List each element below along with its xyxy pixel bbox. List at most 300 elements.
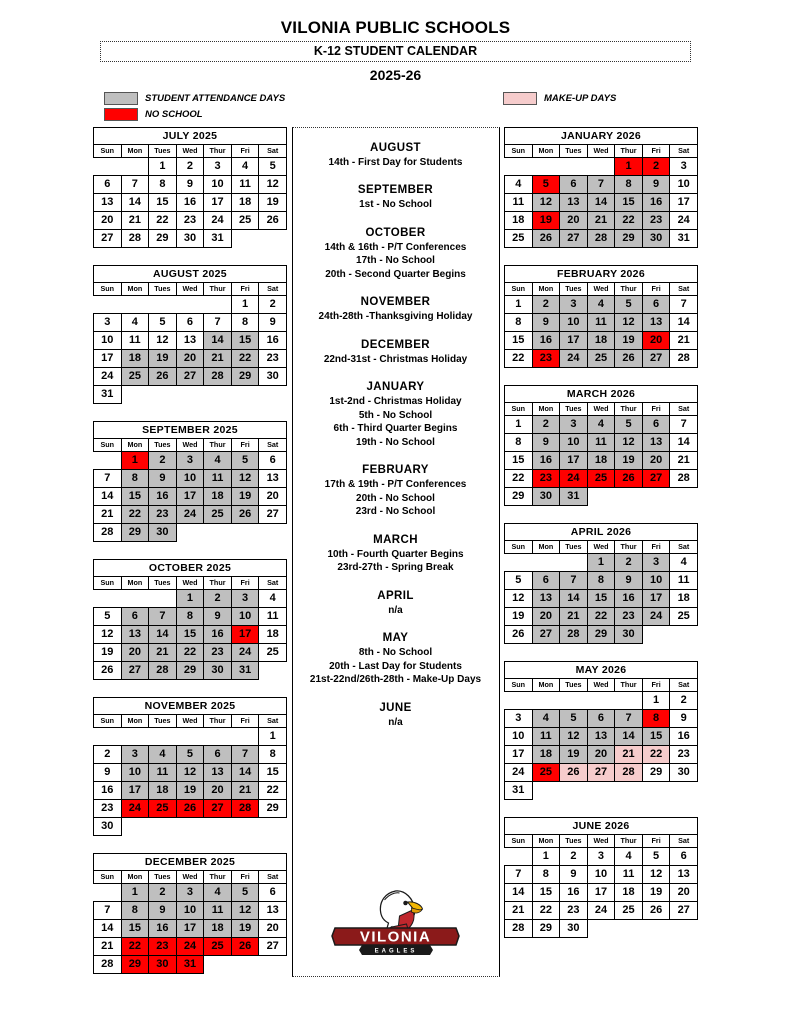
day-cell[interactable]: 8: [505, 433, 533, 451]
day-cell[interactable]: 10: [587, 865, 615, 883]
day-cell[interactable]: 18: [231, 193, 259, 211]
day-cell[interactable]: 8: [615, 175, 643, 193]
day-cell[interactable]: 2: [94, 745, 122, 763]
day-cell[interactable]: 18: [204, 487, 232, 505]
day-cell[interactable]: 12: [642, 865, 670, 883]
day-cell[interactable]: 18: [121, 349, 149, 367]
day-cell[interactable]: 5: [615, 415, 643, 433]
day-cell[interactable]: 14: [94, 487, 122, 505]
day-cell[interactable]: 22: [505, 469, 533, 487]
day-cell[interactable]: 16: [94, 781, 122, 799]
day-cell[interactable]: 16: [615, 589, 643, 607]
day-cell[interactable]: 21: [94, 937, 122, 955]
day-cell[interactable]: 6: [94, 175, 122, 193]
day-cell[interactable]: 28: [149, 661, 177, 679]
day-cell[interactable]: 26: [231, 937, 259, 955]
day-cell[interactable]: 23: [176, 211, 204, 229]
day-cell[interactable]: 20: [94, 211, 122, 229]
day-cell[interactable]: 27: [642, 349, 670, 367]
day-cell[interactable]: 20: [176, 349, 204, 367]
day-cell[interactable]: 7: [560, 571, 588, 589]
day-cell[interactable]: 12: [231, 901, 259, 919]
day-cell[interactable]: 28: [587, 229, 615, 247]
day-cell[interactable]: 18: [532, 745, 560, 763]
day-cell[interactable]: 3: [231, 589, 259, 607]
day-cell[interactable]: 17: [505, 745, 533, 763]
day-cell[interactable]: 17: [176, 919, 204, 937]
day-cell[interactable]: 8: [121, 469, 149, 487]
day-cell[interactable]: 26: [176, 799, 204, 817]
day-cell[interactable]: 25: [204, 937, 232, 955]
day-cell[interactable]: 1: [505, 415, 533, 433]
day-cell[interactable]: 6: [560, 175, 588, 193]
day-cell[interactable]: 22: [121, 937, 149, 955]
day-cell[interactable]: 16: [176, 193, 204, 211]
day-cell[interactable]: 25: [231, 211, 259, 229]
day-cell[interactable]: 25: [121, 367, 149, 385]
day-cell[interactable]: 29: [505, 487, 533, 505]
day-cell[interactable]: 29: [149, 229, 177, 247]
day-cell[interactable]: 4: [532, 709, 560, 727]
day-cell[interactable]: 5: [94, 607, 122, 625]
day-cell[interactable]: 18: [670, 589, 698, 607]
day-cell[interactable]: 11: [121, 331, 149, 349]
day-cell[interactable]: 27: [642, 469, 670, 487]
day-cell[interactable]: 19: [176, 781, 204, 799]
day-cell[interactable]: 6: [587, 709, 615, 727]
day-cell[interactable]: 20: [642, 451, 670, 469]
day-cell[interactable]: 10: [176, 901, 204, 919]
day-cell[interactable]: 3: [670, 157, 698, 175]
day-cell[interactable]: 13: [259, 901, 287, 919]
day-cell[interactable]: 2: [532, 295, 560, 313]
day-cell[interactable]: 24: [204, 211, 232, 229]
day-cell[interactable]: 7: [149, 607, 177, 625]
day-cell[interactable]: 26: [532, 229, 560, 247]
day-cell[interactable]: 7: [587, 175, 615, 193]
day-cell[interactable]: 29: [121, 955, 149, 973]
day-cell[interactable]: 7: [94, 901, 122, 919]
day-cell[interactable]: 1: [121, 451, 149, 469]
day-cell[interactable]: 3: [176, 451, 204, 469]
day-cell[interactable]: 17: [560, 451, 588, 469]
day-cell[interactable]: 21: [670, 331, 698, 349]
day-cell[interactable]: 24: [505, 763, 533, 781]
day-cell[interactable]: 20: [587, 745, 615, 763]
day-cell[interactable]: 21: [204, 349, 232, 367]
day-cell[interactable]: 11: [204, 469, 232, 487]
day-cell[interactable]: 2: [642, 157, 670, 175]
day-cell[interactable]: 28: [94, 523, 122, 541]
day-cell[interactable]: 23: [94, 799, 122, 817]
day-cell[interactable]: 2: [259, 295, 287, 313]
day-cell[interactable]: 15: [505, 451, 533, 469]
day-cell[interactable]: 22: [121, 505, 149, 523]
day-cell[interactable]: 21: [94, 505, 122, 523]
day-cell[interactable]: 9: [94, 763, 122, 781]
day-cell[interactable]: 19: [94, 643, 122, 661]
day-cell[interactable]: 16: [532, 451, 560, 469]
day-cell[interactable]: 8: [121, 901, 149, 919]
day-cell[interactable]: 19: [532, 211, 560, 229]
day-cell[interactable]: 27: [532, 625, 560, 643]
day-cell[interactable]: 24: [560, 469, 588, 487]
day-cell[interactable]: 16: [642, 193, 670, 211]
day-cell[interactable]: 18: [505, 211, 533, 229]
day-cell[interactable]: 21: [121, 211, 149, 229]
day-cell[interactable]: 11: [615, 865, 643, 883]
day-cell[interactable]: 8: [176, 607, 204, 625]
day-cell[interactable]: 14: [505, 883, 533, 901]
day-cell[interactable]: 29: [532, 919, 560, 937]
day-cell[interactable]: 24: [587, 901, 615, 919]
day-cell[interactable]: 30: [642, 229, 670, 247]
day-cell[interactable]: 11: [587, 313, 615, 331]
day-cell[interactable]: 24: [560, 349, 588, 367]
day-cell[interactable]: 19: [231, 487, 259, 505]
day-cell[interactable]: 1: [259, 727, 287, 745]
day-cell[interactable]: 7: [505, 865, 533, 883]
day-cell[interactable]: 9: [642, 175, 670, 193]
day-cell[interactable]: 13: [121, 625, 149, 643]
day-cell[interactable]: 23: [149, 505, 177, 523]
day-cell[interactable]: 7: [94, 469, 122, 487]
day-cell[interactable]: 1: [642, 691, 670, 709]
day-cell[interactable]: 1: [121, 883, 149, 901]
day-cell[interactable]: 26: [149, 367, 177, 385]
day-cell[interactable]: 16: [149, 919, 177, 937]
day-cell[interactable]: 14: [121, 193, 149, 211]
day-cell[interactable]: 21: [670, 451, 698, 469]
day-cell[interactable]: 12: [231, 469, 259, 487]
day-cell[interactable]: 18: [587, 331, 615, 349]
day-cell[interactable]: 27: [587, 763, 615, 781]
day-cell[interactable]: 6: [259, 883, 287, 901]
day-cell[interactable]: 5: [560, 709, 588, 727]
day-cell[interactable]: 29: [176, 661, 204, 679]
day-cell[interactable]: 26: [259, 211, 287, 229]
day-cell[interactable]: 24: [94, 367, 122, 385]
day-cell[interactable]: 11: [204, 901, 232, 919]
day-cell[interactable]: 1: [176, 589, 204, 607]
day-cell[interactable]: 1: [149, 157, 177, 175]
day-cell[interactable]: 20: [259, 919, 287, 937]
day-cell[interactable]: 18: [259, 625, 287, 643]
day-cell[interactable]: 21: [505, 901, 533, 919]
day-cell[interactable]: 19: [560, 745, 588, 763]
day-cell[interactable]: 17: [176, 487, 204, 505]
day-cell[interactable]: 5: [615, 295, 643, 313]
day-cell[interactable]: 11: [231, 175, 259, 193]
day-cell[interactable]: 8: [259, 745, 287, 763]
day-cell[interactable]: 11: [259, 607, 287, 625]
day-cell[interactable]: 28: [670, 349, 698, 367]
day-cell[interactable]: 26: [615, 469, 643, 487]
day-cell[interactable]: 4: [204, 883, 232, 901]
day-cell[interactable]: 28: [615, 763, 643, 781]
day-cell[interactable]: 24: [121, 799, 149, 817]
day-cell[interactable]: 27: [670, 901, 698, 919]
day-cell[interactable]: 8: [587, 571, 615, 589]
day-cell[interactable]: 12: [532, 193, 560, 211]
day-cell[interactable]: 23: [642, 211, 670, 229]
day-cell[interactable]: 4: [121, 313, 149, 331]
day-cell[interactable]: 28: [560, 625, 588, 643]
day-cell[interactable]: 1: [505, 295, 533, 313]
day-cell[interactable]: 30: [204, 661, 232, 679]
day-cell[interactable]: 30: [532, 487, 560, 505]
day-cell[interactable]: 3: [560, 295, 588, 313]
day-cell[interactable]: 28: [94, 955, 122, 973]
day-cell[interactable]: 19: [259, 193, 287, 211]
day-cell[interactable]: 6: [259, 451, 287, 469]
day-cell[interactable]: 7: [670, 295, 698, 313]
day-cell[interactable]: 17: [670, 193, 698, 211]
day-cell[interactable]: 12: [615, 433, 643, 451]
day-cell[interactable]: 10: [560, 433, 588, 451]
day-cell[interactable]: 22: [642, 745, 670, 763]
day-cell[interactable]: 21: [615, 745, 643, 763]
day-cell[interactable]: 24: [176, 505, 204, 523]
day-cell[interactable]: 16: [560, 883, 588, 901]
day-cell[interactable]: 26: [642, 901, 670, 919]
day-cell[interactable]: 21: [149, 643, 177, 661]
day-cell[interactable]: 29: [642, 763, 670, 781]
day-cell[interactable]: 18: [587, 451, 615, 469]
day-cell[interactable]: 27: [176, 367, 204, 385]
day-cell[interactable]: 14: [670, 313, 698, 331]
day-cell[interactable]: 15: [587, 589, 615, 607]
day-cell[interactable]: 20: [670, 883, 698, 901]
day-cell[interactable]: 21: [560, 607, 588, 625]
day-cell[interactable]: 22: [505, 349, 533, 367]
day-cell[interactable]: 18: [149, 781, 177, 799]
day-cell[interactable]: 8: [642, 709, 670, 727]
day-cell[interactable]: 31: [94, 385, 122, 403]
day-cell[interactable]: 23: [259, 349, 287, 367]
day-cell[interactable]: 5: [259, 157, 287, 175]
day-cell[interactable]: 29: [231, 367, 259, 385]
day-cell[interactable]: 13: [670, 865, 698, 883]
day-cell[interactable]: 3: [204, 157, 232, 175]
day-cell[interactable]: 27: [94, 229, 122, 247]
day-cell[interactable]: 21: [587, 211, 615, 229]
day-cell[interactable]: 6: [121, 607, 149, 625]
day-cell[interactable]: 29: [121, 523, 149, 541]
day-cell[interactable]: 15: [505, 331, 533, 349]
day-cell[interactable]: 9: [149, 469, 177, 487]
day-cell[interactable]: 23: [615, 607, 643, 625]
day-cell[interactable]: 9: [204, 607, 232, 625]
day-cell[interactable]: 27: [259, 505, 287, 523]
day-cell[interactable]: 31: [560, 487, 588, 505]
day-cell[interactable]: 25: [587, 349, 615, 367]
day-cell[interactable]: 28: [204, 367, 232, 385]
day-cell[interactable]: 6: [670, 847, 698, 865]
day-cell[interactable]: 14: [560, 589, 588, 607]
day-cell[interactable]: 3: [505, 709, 533, 727]
day-cell[interactable]: 16: [149, 487, 177, 505]
day-cell[interactable]: 25: [204, 505, 232, 523]
day-cell[interactable]: 30: [176, 229, 204, 247]
day-cell[interactable]: 17: [642, 589, 670, 607]
day-cell[interactable]: 27: [204, 799, 232, 817]
day-cell[interactable]: 19: [642, 883, 670, 901]
day-cell[interactable]: 31: [505, 781, 533, 799]
day-cell[interactable]: 5: [642, 847, 670, 865]
day-cell[interactable]: 5: [532, 175, 560, 193]
day-cell[interactable]: 25: [259, 643, 287, 661]
day-cell[interactable]: 9: [259, 313, 287, 331]
day-cell[interactable]: 14: [204, 331, 232, 349]
day-cell[interactable]: 17: [587, 883, 615, 901]
day-cell[interactable]: 26: [231, 505, 259, 523]
day-cell[interactable]: 1: [231, 295, 259, 313]
day-cell[interactable]: 6: [642, 295, 670, 313]
day-cell[interactable]: 23: [204, 643, 232, 661]
day-cell[interactable]: 16: [532, 331, 560, 349]
day-cell[interactable]: 9: [149, 901, 177, 919]
day-cell[interactable]: 29: [587, 625, 615, 643]
day-cell[interactable]: 5: [505, 571, 533, 589]
day-cell[interactable]: 25: [670, 607, 698, 625]
day-cell[interactable]: 7: [231, 745, 259, 763]
day-cell[interactable]: 28: [670, 469, 698, 487]
day-cell[interactable]: 7: [670, 415, 698, 433]
day-cell[interactable]: 4: [587, 415, 615, 433]
day-cell[interactable]: 15: [615, 193, 643, 211]
day-cell[interactable]: 19: [615, 451, 643, 469]
day-cell[interactable]: 15: [231, 331, 259, 349]
day-cell[interactable]: 7: [121, 175, 149, 193]
day-cell[interactable]: 14: [587, 193, 615, 211]
day-cell[interactable]: 30: [259, 367, 287, 385]
day-cell[interactable]: 4: [587, 295, 615, 313]
day-cell[interactable]: 15: [532, 883, 560, 901]
day-cell[interactable]: 12: [94, 625, 122, 643]
day-cell[interactable]: 31: [231, 661, 259, 679]
day-cell[interactable]: 24: [670, 211, 698, 229]
day-cell[interactable]: 24: [642, 607, 670, 625]
day-cell[interactable]: 14: [615, 727, 643, 745]
day-cell[interactable]: 28: [231, 799, 259, 817]
day-cell[interactable]: 8: [532, 865, 560, 883]
day-cell[interactable]: 23: [670, 745, 698, 763]
day-cell[interactable]: 8: [149, 175, 177, 193]
day-cell[interactable]: 10: [231, 607, 259, 625]
day-cell[interactable]: 16: [670, 727, 698, 745]
day-cell[interactable]: 9: [670, 709, 698, 727]
day-cell[interactable]: 9: [532, 433, 560, 451]
day-cell[interactable]: 6: [642, 415, 670, 433]
day-cell[interactable]: 27: [560, 229, 588, 247]
day-cell[interactable]: 13: [259, 469, 287, 487]
day-cell[interactable]: 5: [176, 745, 204, 763]
day-cell[interactable]: 2: [532, 415, 560, 433]
day-cell[interactable]: 1: [532, 847, 560, 865]
day-cell[interactable]: 23: [532, 469, 560, 487]
day-cell[interactable]: 7: [204, 313, 232, 331]
day-cell[interactable]: 20: [204, 781, 232, 799]
day-cell[interactable]: 10: [505, 727, 533, 745]
day-cell[interactable]: 4: [259, 589, 287, 607]
day-cell[interactable]: 25: [532, 763, 560, 781]
day-cell[interactable]: 5: [231, 883, 259, 901]
day-cell[interactable]: 26: [505, 625, 533, 643]
day-cell[interactable]: 15: [642, 727, 670, 745]
day-cell[interactable]: 30: [670, 763, 698, 781]
day-cell[interactable]: 10: [642, 571, 670, 589]
day-cell[interactable]: 2: [176, 157, 204, 175]
day-cell[interactable]: 20: [642, 331, 670, 349]
day-cell[interactable]: 2: [615, 553, 643, 571]
day-cell[interactable]: 3: [587, 847, 615, 865]
day-cell[interactable]: 23: [560, 901, 588, 919]
day-cell[interactable]: 10: [560, 313, 588, 331]
day-cell[interactable]: 17: [231, 625, 259, 643]
day-cell[interactable]: 18: [615, 883, 643, 901]
day-cell[interactable]: 12: [615, 313, 643, 331]
day-cell[interactable]: 13: [587, 727, 615, 745]
day-cell[interactable]: 6: [532, 571, 560, 589]
day-cell[interactable]: 25: [587, 469, 615, 487]
day-cell[interactable]: 17: [94, 349, 122, 367]
day-cell[interactable]: 13: [642, 433, 670, 451]
day-cell[interactable]: 12: [259, 175, 287, 193]
day-cell[interactable]: 18: [204, 919, 232, 937]
day-cell[interactable]: 22: [231, 349, 259, 367]
day-cell[interactable]: 17: [121, 781, 149, 799]
day-cell[interactable]: 25: [505, 229, 533, 247]
day-cell[interactable]: 9: [176, 175, 204, 193]
day-cell[interactable]: 16: [204, 625, 232, 643]
day-cell[interactable]: 5: [149, 313, 177, 331]
day-cell[interactable]: 15: [176, 625, 204, 643]
day-cell[interactable]: 20: [121, 643, 149, 661]
day-cell[interactable]: 15: [259, 763, 287, 781]
day-cell[interactable]: 20: [532, 607, 560, 625]
day-cell[interactable]: 7: [615, 709, 643, 727]
day-cell[interactable]: 9: [560, 865, 588, 883]
day-cell[interactable]: 21: [231, 781, 259, 799]
day-cell[interactable]: 11: [149, 763, 177, 781]
day-cell[interactable]: 13: [94, 193, 122, 211]
day-cell[interactable]: 10: [94, 331, 122, 349]
day-cell[interactable]: 2: [149, 883, 177, 901]
day-cell[interactable]: 2: [149, 451, 177, 469]
day-cell[interactable]: 19: [231, 919, 259, 937]
day-cell[interactable]: 6: [204, 745, 232, 763]
day-cell[interactable]: 11: [587, 433, 615, 451]
day-cell[interactable]: 27: [259, 937, 287, 955]
day-cell[interactable]: 27: [121, 661, 149, 679]
day-cell[interactable]: 30: [94, 817, 122, 835]
day-cell[interactable]: 11: [505, 193, 533, 211]
day-cell[interactable]: 15: [121, 919, 149, 937]
day-cell[interactable]: 5: [231, 451, 259, 469]
day-cell[interactable]: 10: [204, 175, 232, 193]
day-cell[interactable]: 4: [149, 745, 177, 763]
day-cell[interactable]: 2: [670, 691, 698, 709]
day-cell[interactable]: 3: [176, 883, 204, 901]
day-cell[interactable]: 12: [560, 727, 588, 745]
day-cell[interactable]: 22: [176, 643, 204, 661]
day-cell[interactable]: 14: [231, 763, 259, 781]
day-cell[interactable]: 25: [615, 901, 643, 919]
day-cell[interactable]: 30: [615, 625, 643, 643]
day-cell[interactable]: 13: [532, 589, 560, 607]
day-cell[interactable]: 23: [149, 937, 177, 955]
